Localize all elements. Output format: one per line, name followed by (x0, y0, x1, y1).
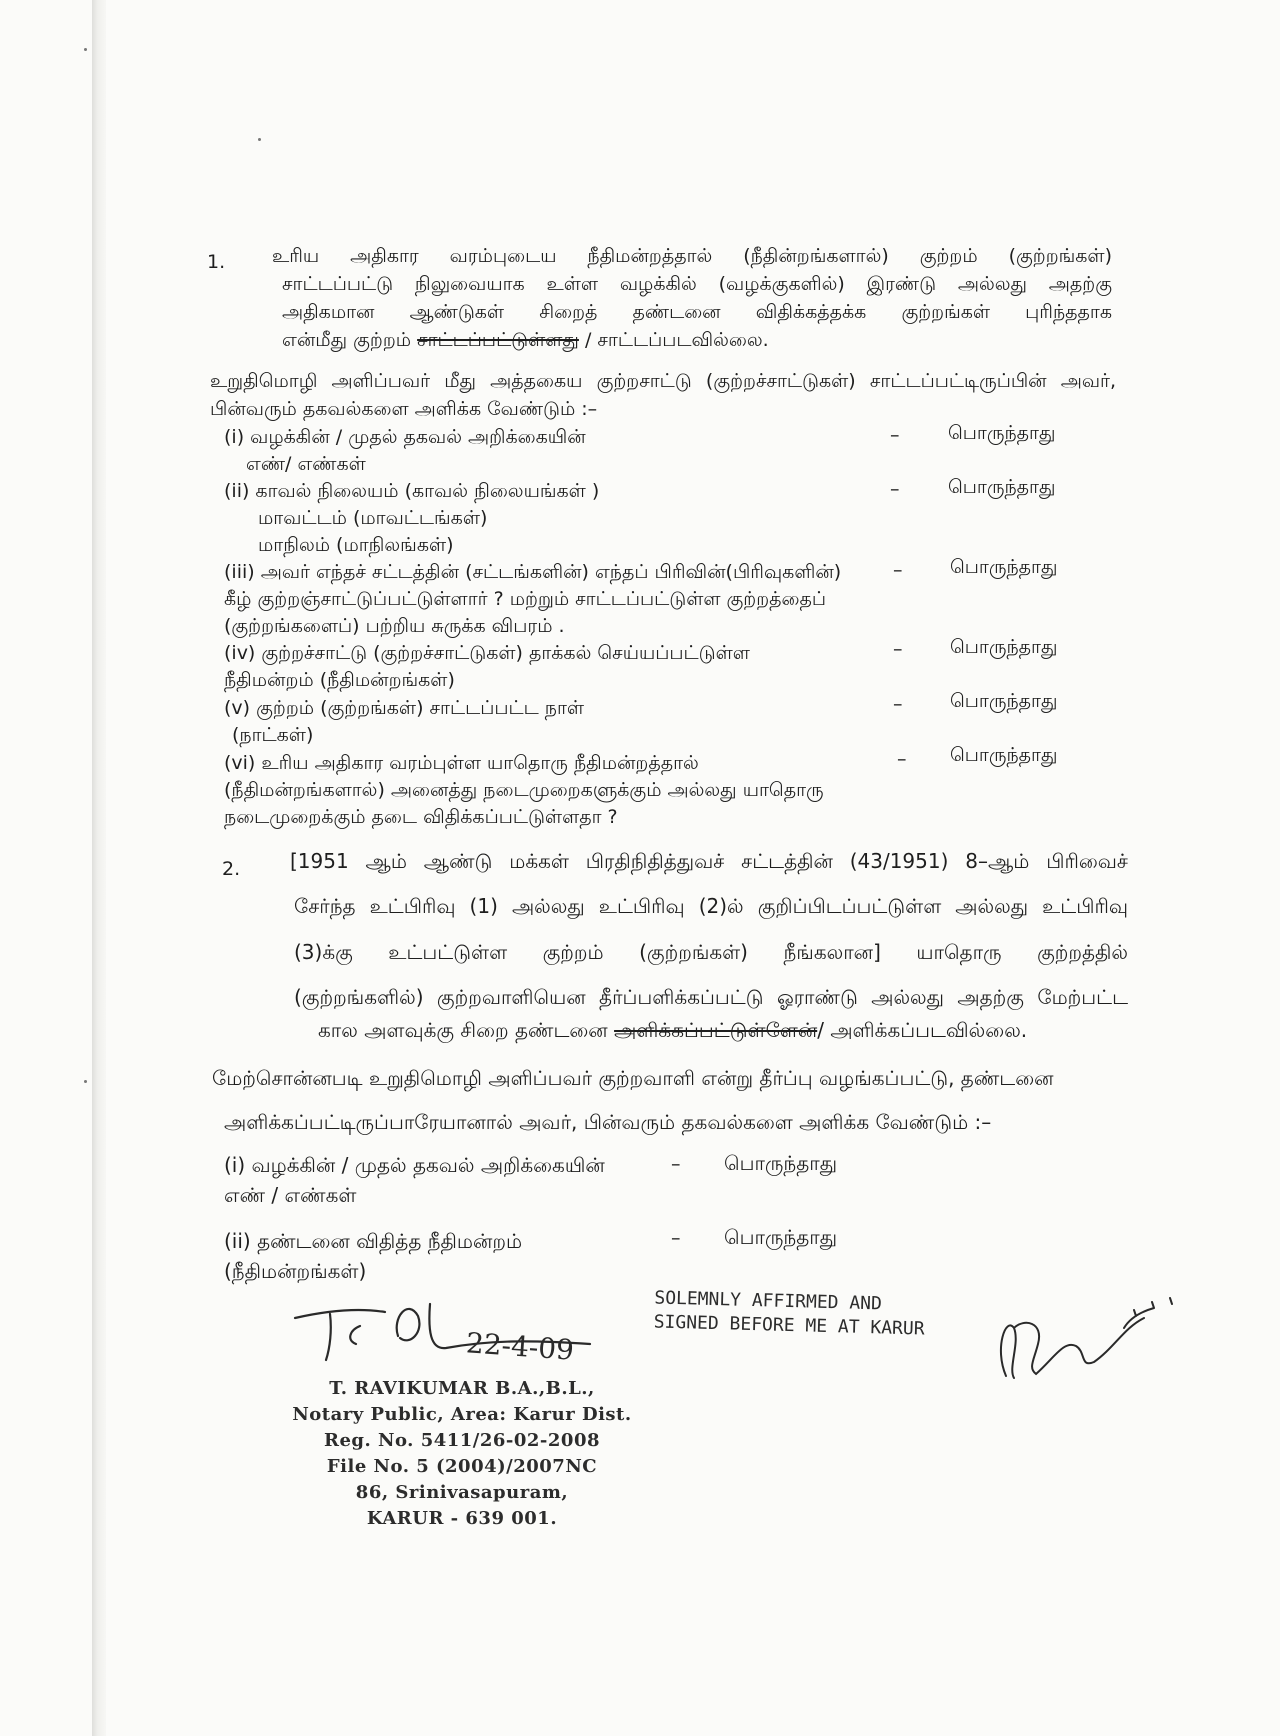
section-1-line: உரிய அதிகார வரம்புடைய நீதிமன்றத்தால் (நீதின்றங்களால்) குற்றம் (குற்றங்கள்) (272, 245, 1112, 267)
section-2-line: [1951 ஆம் ஆண்டு மக்கள் பிரதிநிதித்துவச் சட்டத்தின் (43/1951) 8–ஆம் பிரிவைச் (290, 849, 1128, 873)
list-item-label: (vi) உரிய அதிகார வரம்புள்ள யாதொரு நீதிமன்றத்தால் (224, 752, 699, 774)
list-value: பொருந்தாது (948, 422, 1056, 444)
list-item (224, 695, 584, 749)
list-dash: – (893, 559, 903, 581)
section-2-line: சேர்ந்த உட்பிரிவு (1) அல்லது உட்பிரிவு (2)ல் குறிப்பிடப்பட்டுள்ள அல்லது உட்பிரிவு (294, 894, 1128, 918)
list-item-label: (ii) காவல் நிலையம் (காவல் நிலையங்கள் ) (224, 480, 600, 502)
notary-name: T. RAVIKUMAR B.A.,B.L., (329, 1378, 595, 1399)
list-item-label: (iv) குற்றச்சாட்டு (குற்றச்சாட்டுகள்) தாக்கல் செய்யப்பட்டுள்ள (224, 642, 750, 664)
list-item-label: (v) குற்றம் (குற்றங்கள்) சாட்டப்பட்ட நாள் (224, 697, 585, 719)
intro-paragraph: மேற்சொன்னபடி உறுதிமொழி அளிப்பவர் குற்றவாளி என்று தீர்ப்பு வழங்கப்பட்டு, தண்டனை (212, 1066, 1054, 1090)
section-2-line-prefix: கால அளவுக்கு சிறை தண்டனை (318, 1018, 608, 1042)
list-item-label: எண் / எண்கள் (224, 1183, 357, 1207)
signature-date: 22-4-09 (464, 1326, 576, 1367)
list-item-label: (i) வழக்கின் / முதல் தகவல் அறிக்கையின் (224, 1153, 605, 1177)
list-item-label: (ii) தண்டனை விதித்த நீதிமன்றம் (224, 1229, 523, 1253)
notary-stamp (282, 1376, 642, 1532)
list-dash: – (893, 693, 903, 715)
selected-option: / அளிக்கப்படவில்லை. (817, 1018, 1028, 1042)
affirmation-line: SIGNED BEFORE ME AT KARUR (653, 1311, 925, 1340)
section-1-line: அதிகமான ஆண்டுகள் சிறைத் தண்டனை விதிக்கத்தக்க குற்றங்கள் புரிந்ததாக (282, 301, 1112, 323)
list-dash: – (897, 748, 907, 770)
affirmation-stamp (653, 1286, 925, 1341)
list-dash: – (671, 1227, 681, 1249)
section-1-line-prefix: என்மீது குற்றம் (282, 329, 412, 351)
list-dash: – (890, 424, 900, 446)
affirmation-line: SOLEMNLY AFFIRMED AND (654, 1287, 883, 1315)
section-2-line: (குற்றங்களில்) குற்றவாளியென தீர்ப்பளிக்கப்பட்டு ஓராண்டு அல்லது அதற்கு மேற்பட்ட (294, 985, 1128, 1009)
selected-option: / சாட்டப்படவில்லை. (584, 329, 769, 351)
intro-paragraph: அளிக்கப்பட்டிருப்பாரேயானால் அவர், பின்வரும் தகவல்களை அளிக்க வேண்டும் :– (224, 1110, 992, 1134)
list-item-label: மாவட்டம் (மாவட்டங்கள்) (258, 507, 488, 529)
list-item-label: நீதிமன்றம் (நீதிமன்றங்கள்) (224, 669, 455, 691)
struck-option: அளிக்கப்பட்டுள்ளேன் (614, 1018, 818, 1042)
list-item (224, 1150, 605, 1210)
list-value: பொருந்தாது (724, 1225, 838, 1249)
notary-address: 86, Srinivasapuram, (355, 1482, 569, 1503)
list-item-label: எண்/ எண்கள் (246, 453, 366, 475)
list-item-label: (குற்றங்களைப்) பற்றிய சுருக்க விபரம் . (224, 615, 565, 637)
list-item (224, 640, 750, 694)
list-dash: – (671, 1153, 681, 1175)
section-2-line: (3)க்கு உட்பட்டுள்ள குற்றம் (குற்றங்கள்) நீங்கலான] யாதொரு குற்றத்தில் (294, 940, 1128, 964)
list-item-label: மாநிலம் (மாநிலங்கள்) (258, 534, 454, 556)
section-2-line (318, 1015, 1027, 1045)
list-item-label: (நீதிமன்றங்கள்) (224, 1259, 367, 1283)
list-item-label: நடைமுறைக்கும் தடை விதிக்கப்பட்டுள்ளதா ? (224, 806, 618, 828)
list-dash: – (890, 478, 900, 500)
list-item-label: (iii) அவர் எந்தச் சட்டத்தின் (சட்டங்களின்) எந்தப் பிரிவின்(பிரிவுகளின்) (224, 561, 842, 583)
list-value: பொருந்தாது (724, 1151, 838, 1175)
list-value: பொருந்தாது (950, 690, 1058, 712)
list-item (224, 478, 599, 559)
list-item-label: (நீதிமன்றங்களால்) அனைத்து நடைமுறைகளுக்கும் அல்லது யாதொரு (224, 779, 824, 801)
list-value: பொருந்தாது (948, 476, 1056, 498)
list-item-label: (i) வழக்கின் / முதல் தகவல் அறிக்கையின் (224, 426, 586, 448)
struck-option: சாட்டப்பட்டுள்ளது (417, 329, 579, 351)
notary-signature (984, 1288, 1184, 1398)
section-1-line (282, 327, 769, 354)
list-item-label: கீழ் குற்றஞ்சாட்டுப்பட்டுள்ளார் ? மற்றும் சாட்டப்பட்டுள்ள குற்றத்தைப் (224, 588, 827, 610)
list-item (224, 559, 841, 640)
section-2-number: 2. (222, 858, 241, 880)
list-item (224, 750, 824, 831)
notary-title: Notary Public, Area: Karur Dist. (292, 1404, 632, 1425)
scan-edge (92, 0, 106, 1736)
scan-speck (84, 48, 87, 51)
list-item (224, 424, 586, 478)
notary-reg: Reg. No. 5411/26-02-2008 (323, 1430, 600, 1451)
list-value: பொருந்தாது (950, 744, 1058, 766)
intro-paragraph: பின்வரும் தகவல்களை அளிக்க வேண்டும் :– (210, 398, 598, 420)
list-item-label: (நாட்கள்) (232, 724, 314, 746)
notary-city: KARUR - 639 001. (366, 1508, 558, 1529)
list-value: பொருந்தாது (950, 636, 1058, 658)
notary-file: File No. 5 (2004)/2007NC (326, 1456, 598, 1477)
scan-speck (84, 1080, 87, 1083)
list-dash: – (893, 638, 903, 660)
list-value: பொருந்தாது (950, 556, 1058, 578)
intro-paragraph: உறுதிமொழி அளிப்பவர் மீது அத்தகைய குற்றசாட்டு (குற்றச்சாட்டுகள்) சாட்டப்பட்டிருப்பின் அவர், (210, 370, 1116, 392)
section-1-line: சாட்டப்பட்டு நிலுவையாக உள்ள வழக்கில் (வழக்குகளில்) இரண்டு அல்லது அதற்கு (282, 273, 1112, 295)
scan-speck (258, 138, 261, 141)
list-item (224, 1226, 522, 1286)
section-1-number: 1. (207, 251, 226, 273)
